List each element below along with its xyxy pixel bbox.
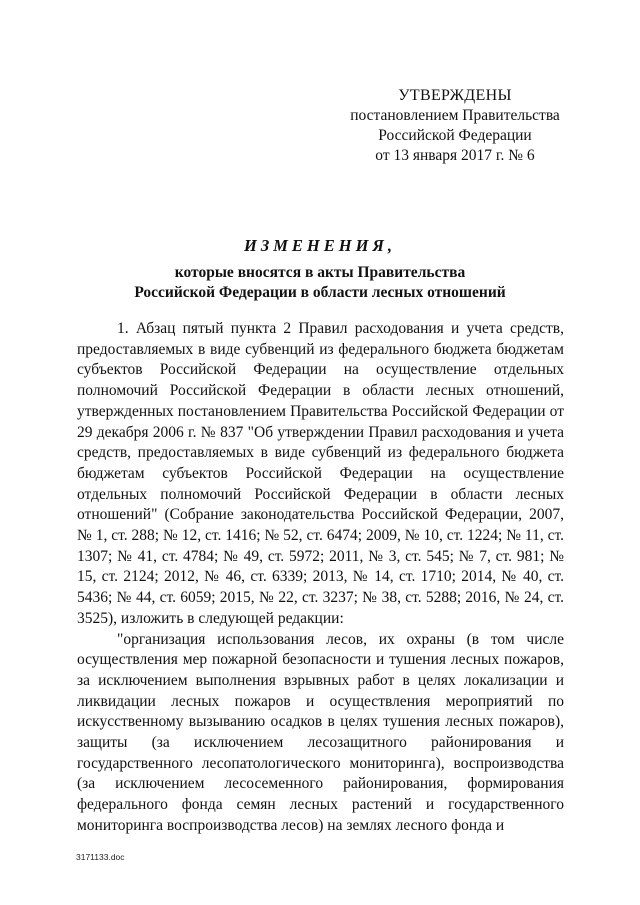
approval-title: УТВЕРЖДЕНЫ (398, 87, 512, 104)
document-body (77, 319, 564, 837)
document-heading: ИЗМЕНЕНИЯ, (244, 236, 396, 255)
approval-line-2: Российской Федерации (378, 127, 532, 144)
body-paragraph-2: "организация использования лесов, их охраны (в том числе осуществления мер пожарной безопасности и тушения лесных пожаров, за исключением выполнения взрывных работ в целях локализации и ликвидации лесных пожаров и осуществления мероприятий по искусственному вызыванию осадков в целях тушения лесных пожаров), защиты (за исключением лесозащитного районирования и государственного лесопатологического мониторинга), воспроизводства (за исключением лесосеменного районирования, формирования федерального фонда семян лесных растений и государственного мониторинга воспроизводства лесов) на землях лесного фонда и (77, 630, 564, 834)
approval-line-3: от 13 января 2017 г. № 6 (375, 147, 535, 164)
body-paragraph-1: 1. Абзац пятый пункта 2 Правил расходования и учета средств, предоставляемых в виде субвенций из федерального бюджета бюджетам субъектов Российской Федерации на осуществление отдельных полномочий Российской Федерации в области лесных отношений, утвержденных постановлением Правительства Российской Федерации от 29 декабря 2006 г. № 837 "Об утверждении Правил расходования и учета средств, предоставляемых в виде субвенций из федерального бюджета бюджетам субъектов Российской Федерации на осуществление отдельных полномочий Российской Федерации в области лесных отношений" (Собрание законодательства Российской Федерации, 2007, № 1, ст. 288; № 12, ст. 1416; № 52, ст. 6474; 2009, № 10, ст. 1224; № 11, ст. 1307; № 41, ст. 4784; № 49, ст. 5972; 2011, № 3, ст. 545; № 7, ст. 981; № 15, ст. 2124; 2012, № 46, ст. 6339; 2013, № 14, ст. 1710; 2014, № 40, ст. 5436; № 44, ст. 6059; 2015, № 22, ст. 3237; № 38, ст. 5288; 2016, № 24, ст. 3525), изложить в следующей редакции: (77, 320, 564, 627)
document-subheading (100, 263, 540, 303)
approval-line-1: постановлением Правительства (350, 107, 560, 124)
approval-block (330, 86, 580, 166)
footer-filename: 3171133.doc (76, 852, 125, 862)
subheading-line-1: которые вносятся в акты Правительства (174, 264, 466, 281)
subheading-line-2: Российской Федерации в области лесных отношений (134, 284, 506, 301)
